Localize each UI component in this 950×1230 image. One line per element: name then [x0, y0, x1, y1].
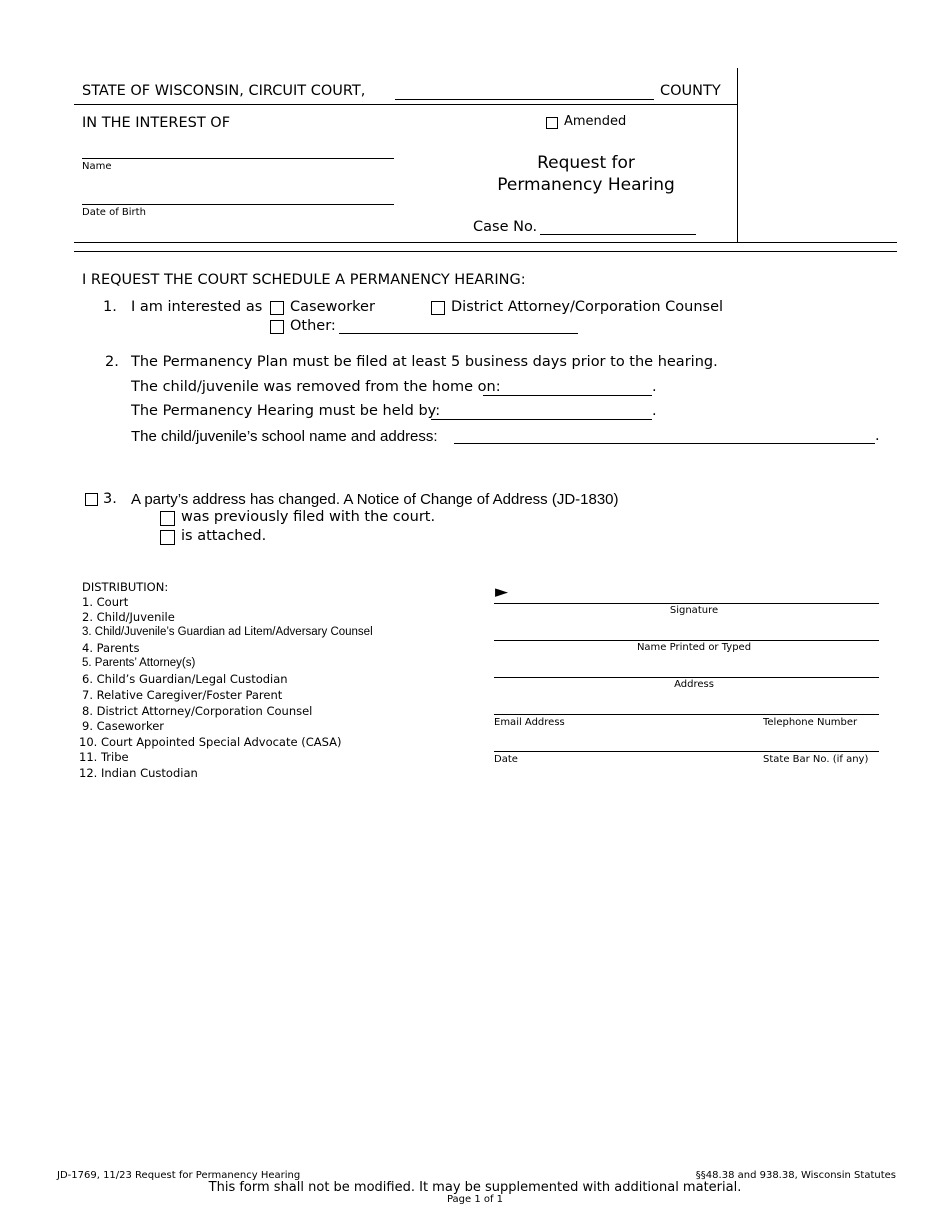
distribution-item: 12. Indian Custodian: [79, 766, 198, 780]
address-label: Address: [674, 679, 714, 690]
form-id: JD-1769, 11/23 Request for Permanency Hearing: [57, 1170, 301, 1181]
address-field-line[interactable]: [494, 677, 879, 678]
header-bottom-rule-1: [74, 242, 897, 243]
hearing-by-period: .: [652, 403, 657, 419]
header-bottom-rule-2: [74, 251, 897, 252]
signature-arrow-icon: ►: [495, 582, 509, 602]
statutes-reference: §§48.38 and 938.38, Wisconsin Statutes: [695, 1170, 896, 1181]
item1-text: I am interested as: [131, 299, 263, 315]
previously-filed-label: was previously filed with the court.: [181, 509, 436, 525]
dob-field-line[interactable]: [82, 204, 394, 205]
email-label: Email Address: [494, 717, 565, 728]
district-attorney-checkbox[interactable]: [431, 301, 445, 315]
caseworker-label: Caseworker: [290, 299, 375, 315]
distribution-item: 3. Child/Juvenile’s Guardian ad Litem/Adversary Counsel: [82, 626, 373, 638]
attached-checkbox[interactable]: [160, 530, 175, 545]
removed-date-field-line[interactable]: [483, 395, 652, 396]
signature-field-line[interactable]: [494, 603, 879, 604]
attached-label: is attached.: [181, 528, 267, 544]
amended-checkbox[interactable]: [546, 117, 558, 129]
item2-number: 2.: [105, 354, 119, 370]
header-divider-vertical: [737, 68, 738, 243]
caseworker-checkbox[interactable]: [270, 301, 284, 315]
case-no-field-line[interactable]: [540, 234, 696, 235]
previously-filed-checkbox[interactable]: [160, 511, 175, 526]
modification-notice: This form shall not be modified. It may be supplemented with additional material.: [208, 1180, 742, 1195]
distribution-item: 2. Child/Juvenile: [82, 610, 175, 624]
removed-date-label: The child/juvenile was removed from the home on:: [131, 379, 501, 395]
distribution-item: 9. Caseworker: [82, 719, 164, 733]
district-attorney-label: District Attorney/Corporation Counsel: [451, 299, 724, 315]
hearing-by-label: The Permanency Hearing must be held by:: [131, 403, 441, 419]
form-title-line1: Request for: [537, 153, 635, 173]
signature-label: Signature: [669, 605, 719, 616]
distribution-item: 4. Parents: [82, 641, 140, 655]
form-title-line2: Permanency Hearing: [497, 175, 675, 195]
dob-label: Date of Birth: [82, 207, 146, 218]
header-underline: [74, 104, 738, 105]
telephone-label: Telephone Number: [763, 717, 858, 728]
interest-of-label: IN THE INTEREST OF: [82, 115, 231, 131]
name-printed-field-line[interactable]: [494, 640, 879, 641]
case-no-label: Case No.: [473, 219, 538, 235]
item1-number: 1.: [103, 299, 117, 315]
distribution-item: 5. Parents’ Attorney(s): [82, 657, 196, 669]
removed-date-period: .: [652, 379, 657, 395]
name-printed-label: Name Printed or Typed: [636, 642, 752, 653]
page-number: Page 1 of 1: [446, 1194, 504, 1205]
distribution-item: 6. Child’s Guardian/Legal Custodian: [82, 672, 288, 686]
date-label: Date: [494, 754, 518, 765]
plan-filing-text: The Permanency Plan must be filed at least 5 business days prior to the hearing.: [131, 354, 718, 370]
county-label: COUNTY: [660, 83, 721, 99]
address-changed-checkbox[interactable]: [85, 493, 98, 506]
distribution-item: 7. Relative Caregiver/Foster Parent: [82, 688, 283, 702]
hearing-by-field-line[interactable]: [431, 419, 652, 420]
county-field-line[interactable]: [395, 99, 654, 100]
request-heading: I REQUEST THE COURT SCHEDULE A PERMANENCY HEARING:: [82, 272, 526, 288]
distribution-heading: DISTRIBUTION:: [82, 580, 169, 594]
school-label: The child/juvenile’s school name and address:: [131, 428, 438, 445]
item3-number: 3.: [103, 491, 117, 507]
distribution-item: 11. Tribe: [79, 750, 129, 764]
court-caption: STATE OF WISCONSIN, CIRCUIT COURT,: [82, 83, 366, 99]
distribution-item: 10. Court Appointed Special Advocate (CASA): [79, 735, 342, 749]
email-phone-field-line[interactable]: [494, 714, 879, 715]
address-changed-text: A party’s address has changed. A Notice of Change of Address (JD-1830): [131, 491, 619, 508]
school-period: .: [875, 428, 880, 444]
distribution-item: 8. District Attorney/Corporation Counsel: [82, 704, 313, 718]
name-label: Name: [82, 161, 112, 172]
state-bar-label: State Bar No. (if any): [763, 754, 869, 765]
amended-label: Amended: [564, 114, 627, 129]
other-label: Other:: [290, 318, 336, 334]
date-bar-field-line[interactable]: [494, 751, 879, 752]
other-checkbox[interactable]: [270, 320, 284, 334]
school-field-line[interactable]: [454, 443, 875, 444]
other-field-line[interactable]: [339, 333, 578, 334]
distribution-item: 1. Court: [82, 595, 129, 609]
name-field-line[interactable]: [82, 158, 394, 159]
